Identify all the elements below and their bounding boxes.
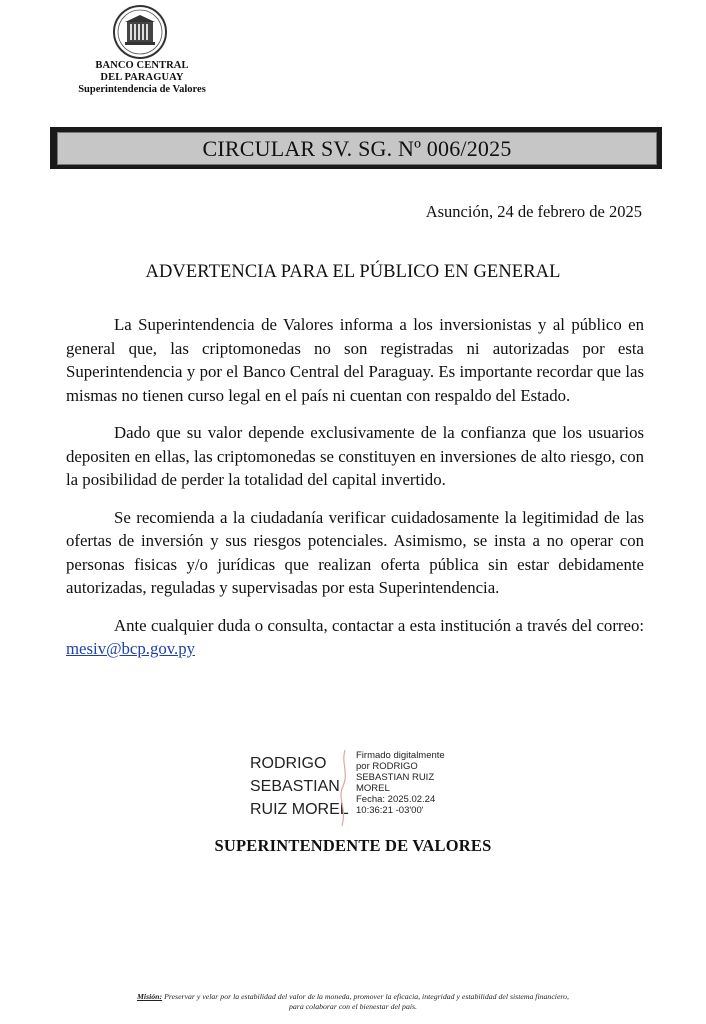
signature-detail-line: MOREL [356, 783, 390, 794]
signature-stroke-icon [333, 748, 355, 828]
signer-name-line3: RUIZ MOREL [250, 801, 349, 818]
signature-detail-line: Fecha: 2025.02.24 [356, 794, 436, 805]
org-department: Superintendencia de Valores [78, 84, 206, 95]
signer-title: SUPERINTENDENTE DE VALORES [214, 836, 492, 855]
signature-detail-line: SEBASTIAN RUIZ [356, 772, 435, 783]
signer-name-line1: RODRIGO [250, 755, 327, 772]
contact-paragraph [66, 614, 644, 661]
organization-block [62, 60, 222, 96]
paragraph: Dado que su valor depende exclusivamente de la confianza que los usuarios depositen en ellas, las criptomonedas se constituyen en inversiones de alto riesgo, con la posibilidad de perder la totalidad del capital invertido. [66, 423, 644, 489]
paragraph: Se recomienda a la ciudadanía verificar cuidadosamente la legitimidad de las ofertas de inversión y sus riesgos potenciales. Asimismo, se insta a no operar con personas fisicas y/o jurídicas que realizan oferta pública sin estar debidamente autorizadas, reguladas y supervisadas por esta Superintendencia. [66, 507, 644, 597]
bcp-logo-icon [112, 4, 168, 60]
email-link[interactable]: mesiv@bcp.gov.py [66, 639, 196, 658]
signature-detail-line: 10:36:21 -03'00' [356, 805, 424, 816]
signature-detail-line: Firmado digitalmente [356, 750, 445, 761]
document-heading: ADVERTENCIA PARA EL PÚBLICO EN GENERAL [145, 262, 561, 282]
paragraph: La Superintendencia de Valores informa a los inversionistas y al público en general que, las criptomonedas no son registradas ni autorizadas por esta Superintendencia y por el Banco Central del Paraguay. Es importante recordar que las mismas no tienen curso legal en el país ni cuentan con respaldo del Estado. [66, 315, 644, 405]
mission-label: Misión: [136, 992, 163, 1001]
org-name-line2: DEL PARAGUAY [100, 72, 184, 83]
contact-text: Ante cualquier duda o consulta, contactar a esta institución a través del correo: [114, 615, 644, 635]
circular-title-box [57, 132, 657, 165]
org-name-line1: BANCO CENTRAL [95, 60, 189, 71]
signature-detail-line: por RODRIGO [356, 761, 418, 772]
document-body [66, 313, 644, 661]
mission-footer [40, 992, 666, 1012]
mission-text-line2: para colaborar con el bienestar del país. [289, 1002, 417, 1011]
document-date: Asunción, 24 de febrero de 2025 [425, 202, 642, 221]
signer-name-line2: SEBASTIAN [250, 778, 340, 795]
mission-text-line1: Preservar y velar por la estabilidad del valor de la moneda, promover la eficacia, integridad y estabilidad del sistema financiero, [162, 992, 570, 1001]
digital-signature-details [356, 750, 445, 816]
circular-title: CIRCULAR SV. SG. Nº 006/2025 [202, 135, 512, 161]
